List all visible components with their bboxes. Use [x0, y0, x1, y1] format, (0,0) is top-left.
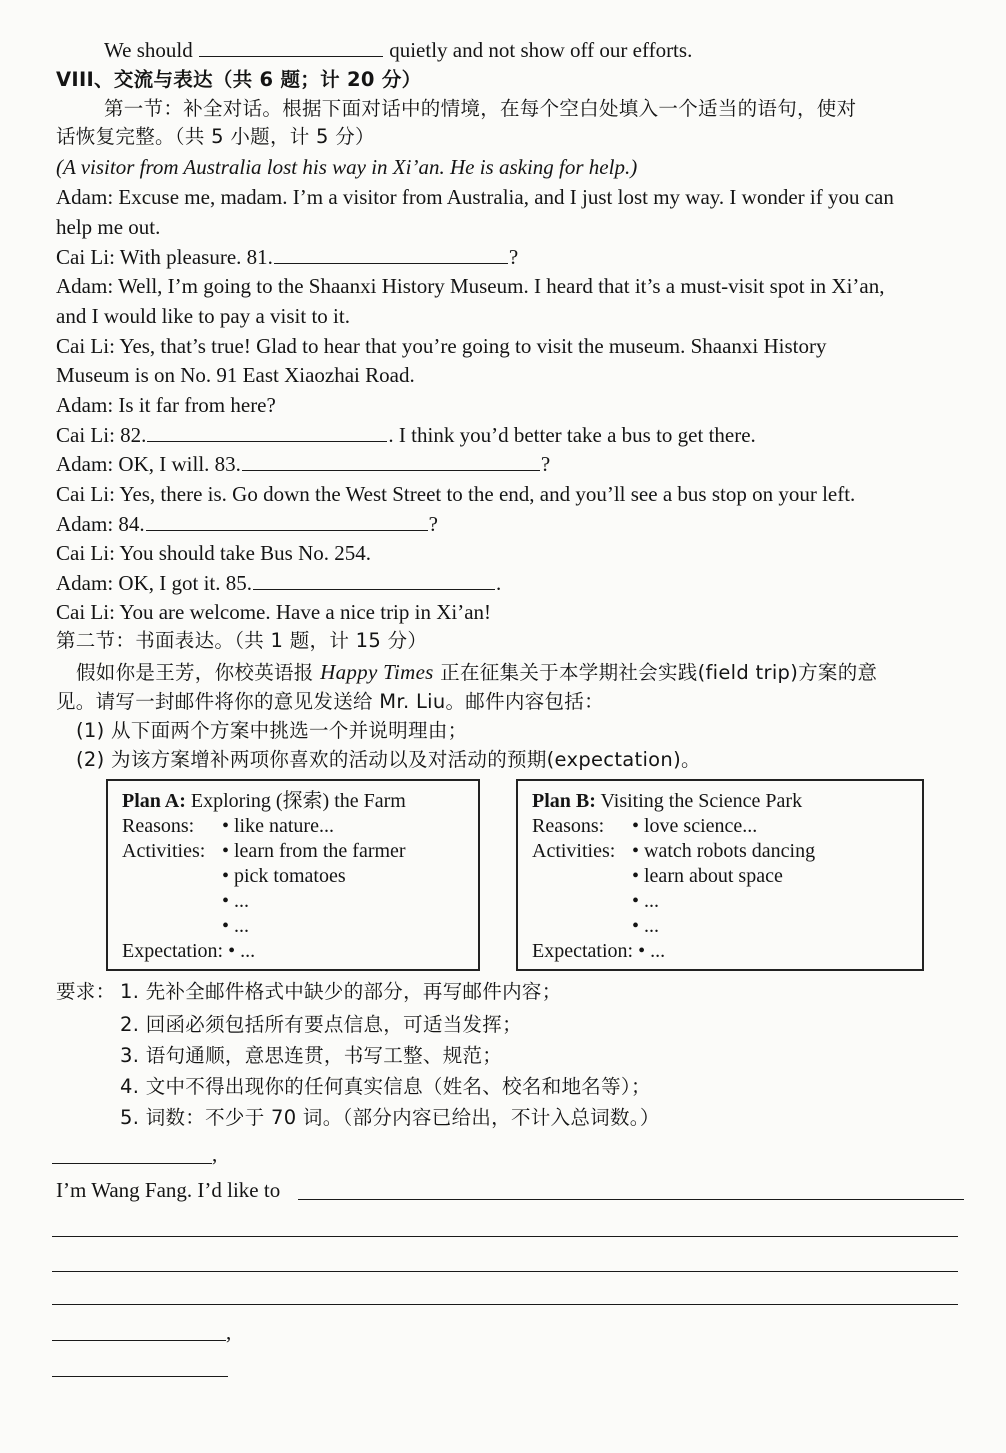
dialogue-line-84 [56, 510, 970, 538]
activities-label: Activities: [532, 840, 616, 862]
plan-b-box [516, 779, 924, 971]
dialogue-line: Cai Li: Yes, there is. Go down the West Street to the end, and you’ll see a bus stop on your left. [56, 482, 856, 506]
part1-instruction-line2: 话恢复完整。（共 5 小题，计 5 分） [56, 125, 375, 148]
writing-line[interactable] [52, 1235, 958, 1237]
dialogue-line-81 [56, 243, 970, 271]
activity-item: • watch robots dancing [632, 840, 816, 862]
requirement-1: 1. 先补全邮件格式中缺少的部分，再写邮件内容； [120, 980, 562, 1003]
dialogue-line: and I would like to pay a visit to it. [56, 304, 350, 328]
requirements-label: 要求： [56, 980, 116, 1003]
writing-line[interactable] [298, 1198, 964, 1200]
dialogue-line: Adam: Well, I’m going to the Shaanxi History Museum. I heard that it’s a must-visit spot in Xi’an, [56, 274, 885, 298]
plan-b-header [532, 789, 912, 814]
plan-b-title: Visiting the Science Park [600, 790, 803, 812]
top-line [104, 36, 970, 64]
answer-blank-83[interactable] [242, 450, 540, 471]
part1-instruction-line1: 第一节：补全对话。根据下面对话中的情境，在每个空白处填入一个适当的语句，使对 [104, 97, 857, 120]
plan-a-box [106, 779, 480, 971]
dialogue-text: ? [508, 245, 519, 269]
activities-label: Activities: [122, 840, 206, 862]
dialogue-line: Cai Li: You should take Bus No. 254. [56, 541, 372, 565]
dialogue-line: Museum is on No. 91 East Xiaozhai Road. [56, 363, 415, 387]
expectation-text: • ... [638, 940, 666, 962]
newspaper-name: Happy Times [320, 660, 434, 684]
activity-item: • learn about space [632, 865, 783, 887]
dialogue-text: ? [540, 452, 551, 476]
reasons-text: • like nature... [222, 815, 334, 837]
writing-line[interactable] [52, 1270, 958, 1272]
dialogue-text: Adam: OK, I will. 83. [56, 452, 241, 476]
dialogue-context: (A visitor from Australia lost his way in Xi’an. He is asking for help.) [56, 155, 638, 179]
reasons-label: Reasons: [122, 815, 195, 837]
plan-b-expectation [532, 939, 912, 964]
answer-blank[interactable] [199, 36, 383, 57]
answer-blank-81[interactable] [274, 243, 508, 264]
activity-item: • learn from the farmer [222, 840, 406, 862]
expectation-label: Expectation: [532, 940, 634, 962]
dialogue-line-85 [56, 569, 970, 597]
plan-a-title: Exploring (探索) the Farm [190, 790, 406, 812]
paragraph-text: 假如你是王芳，你校英语报 [76, 661, 321, 684]
dialogue-line: Cai Li: Yes, that’s true! Glad to hear that you’re going to visit the museum. Shaanxi History [56, 334, 827, 358]
activity-item: • ... [222, 915, 250, 937]
salutation-comma: , [212, 1142, 218, 1166]
dialogue-text: . [495, 571, 502, 595]
writing-start-text: I’m Wang Fang. I’d like to [56, 1178, 281, 1202]
requirement-2: 2. 回函必须包括所有要点信息，可适当发挥； [120, 1013, 522, 1036]
activity-item: • pick tomatoes [222, 865, 346, 887]
dialogue-line-82 [56, 421, 970, 449]
plan-b-label: Plan B: [532, 790, 596, 812]
dialogue-line: Cai Li: You are welcome. Have a nice trip in Xi’an! [56, 600, 492, 624]
plan-b-reasons [532, 814, 912, 839]
reasons-text: • love science... [632, 815, 758, 837]
plan-a-label: Plan A: [122, 790, 186, 812]
plan-a-expectation [122, 939, 468, 964]
section-title: VIII、交流与表达（共 6 题；计 20 分） [56, 68, 422, 91]
salutation-blank[interactable] [52, 1162, 212, 1164]
requirement-item-2: (2) 为该方案增补两项你喜欢的活动以及对活动的预期(expectation)。 [76, 748, 701, 771]
reasons-label: Reasons: [532, 815, 605, 837]
requirement-4: 4. 文中不得出现你的任何真实信息（姓名、校名和地名等）； [120, 1075, 651, 1098]
plan-a-reasons [122, 814, 468, 839]
requirement-5: 5. 词数：不少于 70 词。（部分内容已给出，不计入总词数。） [120, 1106, 660, 1129]
answer-blank-84[interactable] [146, 510, 428, 531]
writing-line[interactable] [52, 1303, 958, 1305]
closing-blank[interactable] [52, 1339, 226, 1341]
signature-blank[interactable] [52, 1375, 228, 1377]
plan-a-activities [122, 839, 468, 864]
dialogue-line: Adam: Excuse me, madam. I’m a visitor from Australia, and I just lost my way. I wonder if you can [56, 185, 894, 209]
dialogue-text: Adam: 84. [56, 512, 145, 536]
dialogue-text: Cai Li: 82. [56, 423, 147, 447]
answer-blank-85[interactable] [253, 569, 495, 590]
paragraph-text: 正在征集关于本学期社会实践(field trip)方案的意 [433, 661, 878, 684]
expectation-label: Expectation: [122, 940, 224, 962]
dialogue-line-83 [56, 450, 970, 478]
plan-a-header [122, 789, 468, 814]
part2-paragraph-line2: 见。请写一封邮件将你的意见发送给 Mr. Liu。邮件内容包括： [56, 690, 604, 713]
expectation-text: • ... [228, 940, 256, 962]
dialogue-line: help me out. [56, 215, 161, 239]
requirement-item-1: (1) 从下面两个方案中挑选一个并说明理由； [76, 719, 468, 742]
closing-comma: , [226, 1320, 232, 1344]
answer-blank-82[interactable] [147, 421, 387, 442]
requirement-3: 3. 语句通顺，意思连贯，书写工整、规范； [120, 1044, 503, 1067]
dialogue-text: . I think you’d better take a bus to get there. [388, 423, 756, 447]
plan-b-activities [532, 839, 912, 864]
top-line-end: quietly and not show off our efforts. [389, 38, 693, 62]
activity-item: • ... [222, 890, 250, 912]
part2-paragraph-line1 [76, 658, 970, 687]
dialogue-line: Adam: Is it far from here? [56, 393, 276, 417]
dialogue-text: Adam: OK, I got it. 85. [56, 571, 252, 595]
dialogue-text: ? [428, 512, 438, 536]
activity-item: • ... [632, 915, 660, 937]
activity-item: • ... [632, 890, 660, 912]
top-line-start: We should [104, 38, 193, 62]
part2-title: 第二节：书面表达。（共 1 题，计 15 分） [56, 629, 428, 652]
dialogue-text: Cai Li: With pleasure. 81. [56, 245, 273, 269]
